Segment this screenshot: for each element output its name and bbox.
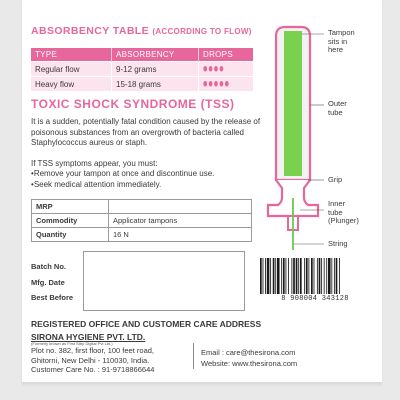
barcode-bar xyxy=(281,258,282,294)
barcode-bar xyxy=(311,258,313,294)
absorbency-title-sub: (ACCORDING TO FLOW) xyxy=(152,27,252,36)
label-inner-tube: Inner tube (Plunger) xyxy=(328,199,359,225)
barcode-bar xyxy=(265,258,266,294)
barcode-bar xyxy=(334,258,335,294)
absorbency-header-row xyxy=(31,48,253,62)
tss-title: TOXIC SHOCK SYNDROME (TSS) xyxy=(31,97,235,111)
quantity-value: 16 N xyxy=(109,228,252,242)
mrp-label: MRP xyxy=(32,200,109,214)
label-outer-tube: Outer tube xyxy=(328,99,347,117)
header-type: TYPE xyxy=(31,48,112,62)
barcode-bar xyxy=(267,258,270,294)
table-row xyxy=(31,77,253,92)
barcode-bar xyxy=(293,258,295,294)
barcode-bar xyxy=(339,258,340,294)
table-row xyxy=(32,214,252,228)
row-absorbency: 9-12 grams xyxy=(112,62,199,77)
barcode-bar xyxy=(263,258,264,294)
barcode-bar xyxy=(277,258,280,294)
barcode-bar xyxy=(308,258,309,294)
label-grip: Grip xyxy=(328,175,343,184)
tampon-shape xyxy=(284,31,302,176)
absorbency-table xyxy=(31,48,253,91)
barcode-bar xyxy=(331,258,332,294)
table-row xyxy=(32,200,252,214)
barcode-bar xyxy=(324,258,325,294)
absorbency-title xyxy=(31,25,252,37)
barcode-bar xyxy=(306,258,308,294)
barcode-bar xyxy=(314,258,315,294)
customer-care-number: 91-9718866644 xyxy=(101,365,155,374)
table-row xyxy=(32,228,252,242)
row-type: Regular flow xyxy=(31,62,112,77)
barcode-bar xyxy=(270,258,271,294)
tss-if-symptoms: If TSS symptoms appear, you must: xyxy=(31,159,158,168)
barcode-bar xyxy=(260,258,262,294)
address-line-2: Ghitorni, New Delhi - 110030, India. xyxy=(31,355,150,365)
email-label: Email : xyxy=(201,348,227,357)
website-label: Website: xyxy=(201,359,233,368)
customer-care xyxy=(31,365,154,375)
panel-edge xyxy=(22,382,382,388)
barcode-bar xyxy=(319,258,321,294)
email-link[interactable]: care@thesirona.com xyxy=(226,348,296,357)
product-info-table xyxy=(31,199,252,242)
email-line xyxy=(201,347,297,358)
quantity-label: Quantity xyxy=(32,228,109,242)
barcode-bar xyxy=(275,258,276,294)
commodity-label: Commodity xyxy=(32,214,109,228)
tss-description: It is a sudden, potentially fatal condition caused by the release of poisonous substances from an overgrowth of bacteria called Staphylococcus aureus or staph. xyxy=(31,117,261,147)
barcode-bar xyxy=(317,258,318,294)
batch-print-box xyxy=(83,251,245,311)
absorbency-title-main: ABSORBENCY TABLE xyxy=(31,25,150,37)
commodity-value: Applicator tampons xyxy=(109,214,252,228)
barcode-icon xyxy=(258,258,372,294)
barcode-bar xyxy=(328,258,331,294)
batch-labels xyxy=(31,259,73,306)
drop-icons: ⬮⬮⬮⬮ xyxy=(203,66,225,73)
label-string: String xyxy=(328,239,348,248)
address xyxy=(31,346,154,375)
formerly-known: (Formerly known as First Step Digital Pvt Ltd.) xyxy=(31,341,113,346)
contact-info xyxy=(201,347,297,369)
address-line-1: Plot no. 382, first floor, 100 feet road, xyxy=(31,346,154,355)
header-drops: DROPS xyxy=(199,48,254,62)
barcode-bar xyxy=(321,258,322,294)
barcode-bar xyxy=(298,258,299,294)
barcode-bar xyxy=(283,258,285,294)
barcode-bar xyxy=(291,258,292,294)
barcode-bar xyxy=(326,258,327,294)
batch-no-label: Batch No. xyxy=(31,262,67,271)
barcode-bar xyxy=(336,258,338,294)
barcode-bar xyxy=(304,258,305,294)
header-absorbency: ABSORBENCY xyxy=(112,48,199,62)
row-drops xyxy=(199,77,254,92)
barcode-number: 8 908004 343128 xyxy=(281,295,349,303)
drop-icons: ⬮⬮⬮⬮⬮ xyxy=(203,81,230,88)
website-line xyxy=(201,358,297,369)
mrp-value xyxy=(109,200,252,214)
registered-office-heading: REGISTERED OFFICE AND CUSTOMER CARE ADDRESS xyxy=(31,319,262,329)
list-item: • Remove your tampon at once and discontinue use. xyxy=(31,169,214,180)
label-tampon: Tampon sits in here xyxy=(328,28,355,54)
list-item: • Seek medical attention immediately. xyxy=(31,180,214,191)
row-drops xyxy=(199,62,254,77)
row-type: Heavy flow xyxy=(31,77,112,92)
barcode-bar xyxy=(288,258,289,294)
footer-divider xyxy=(193,343,194,369)
customer-care-label: Customer Care No. : xyxy=(31,365,102,374)
tss-actions xyxy=(31,169,214,190)
table-row xyxy=(31,62,253,77)
barcode-bar xyxy=(273,258,275,294)
company-name: SIRONA HYGIENE PVT. LTD. xyxy=(31,332,146,342)
tampon-diagram xyxy=(258,22,328,252)
website-link[interactable]: www.thesirona.com xyxy=(232,359,298,368)
row-absorbency: 15-18 grams xyxy=(112,77,199,92)
mfg-date-label: Mfg. Date xyxy=(31,277,65,287)
best-before-label: Best Before xyxy=(31,293,74,302)
barcode-bar xyxy=(296,258,298,294)
barcode-bar xyxy=(286,258,287,294)
barcode-bar xyxy=(300,258,302,294)
